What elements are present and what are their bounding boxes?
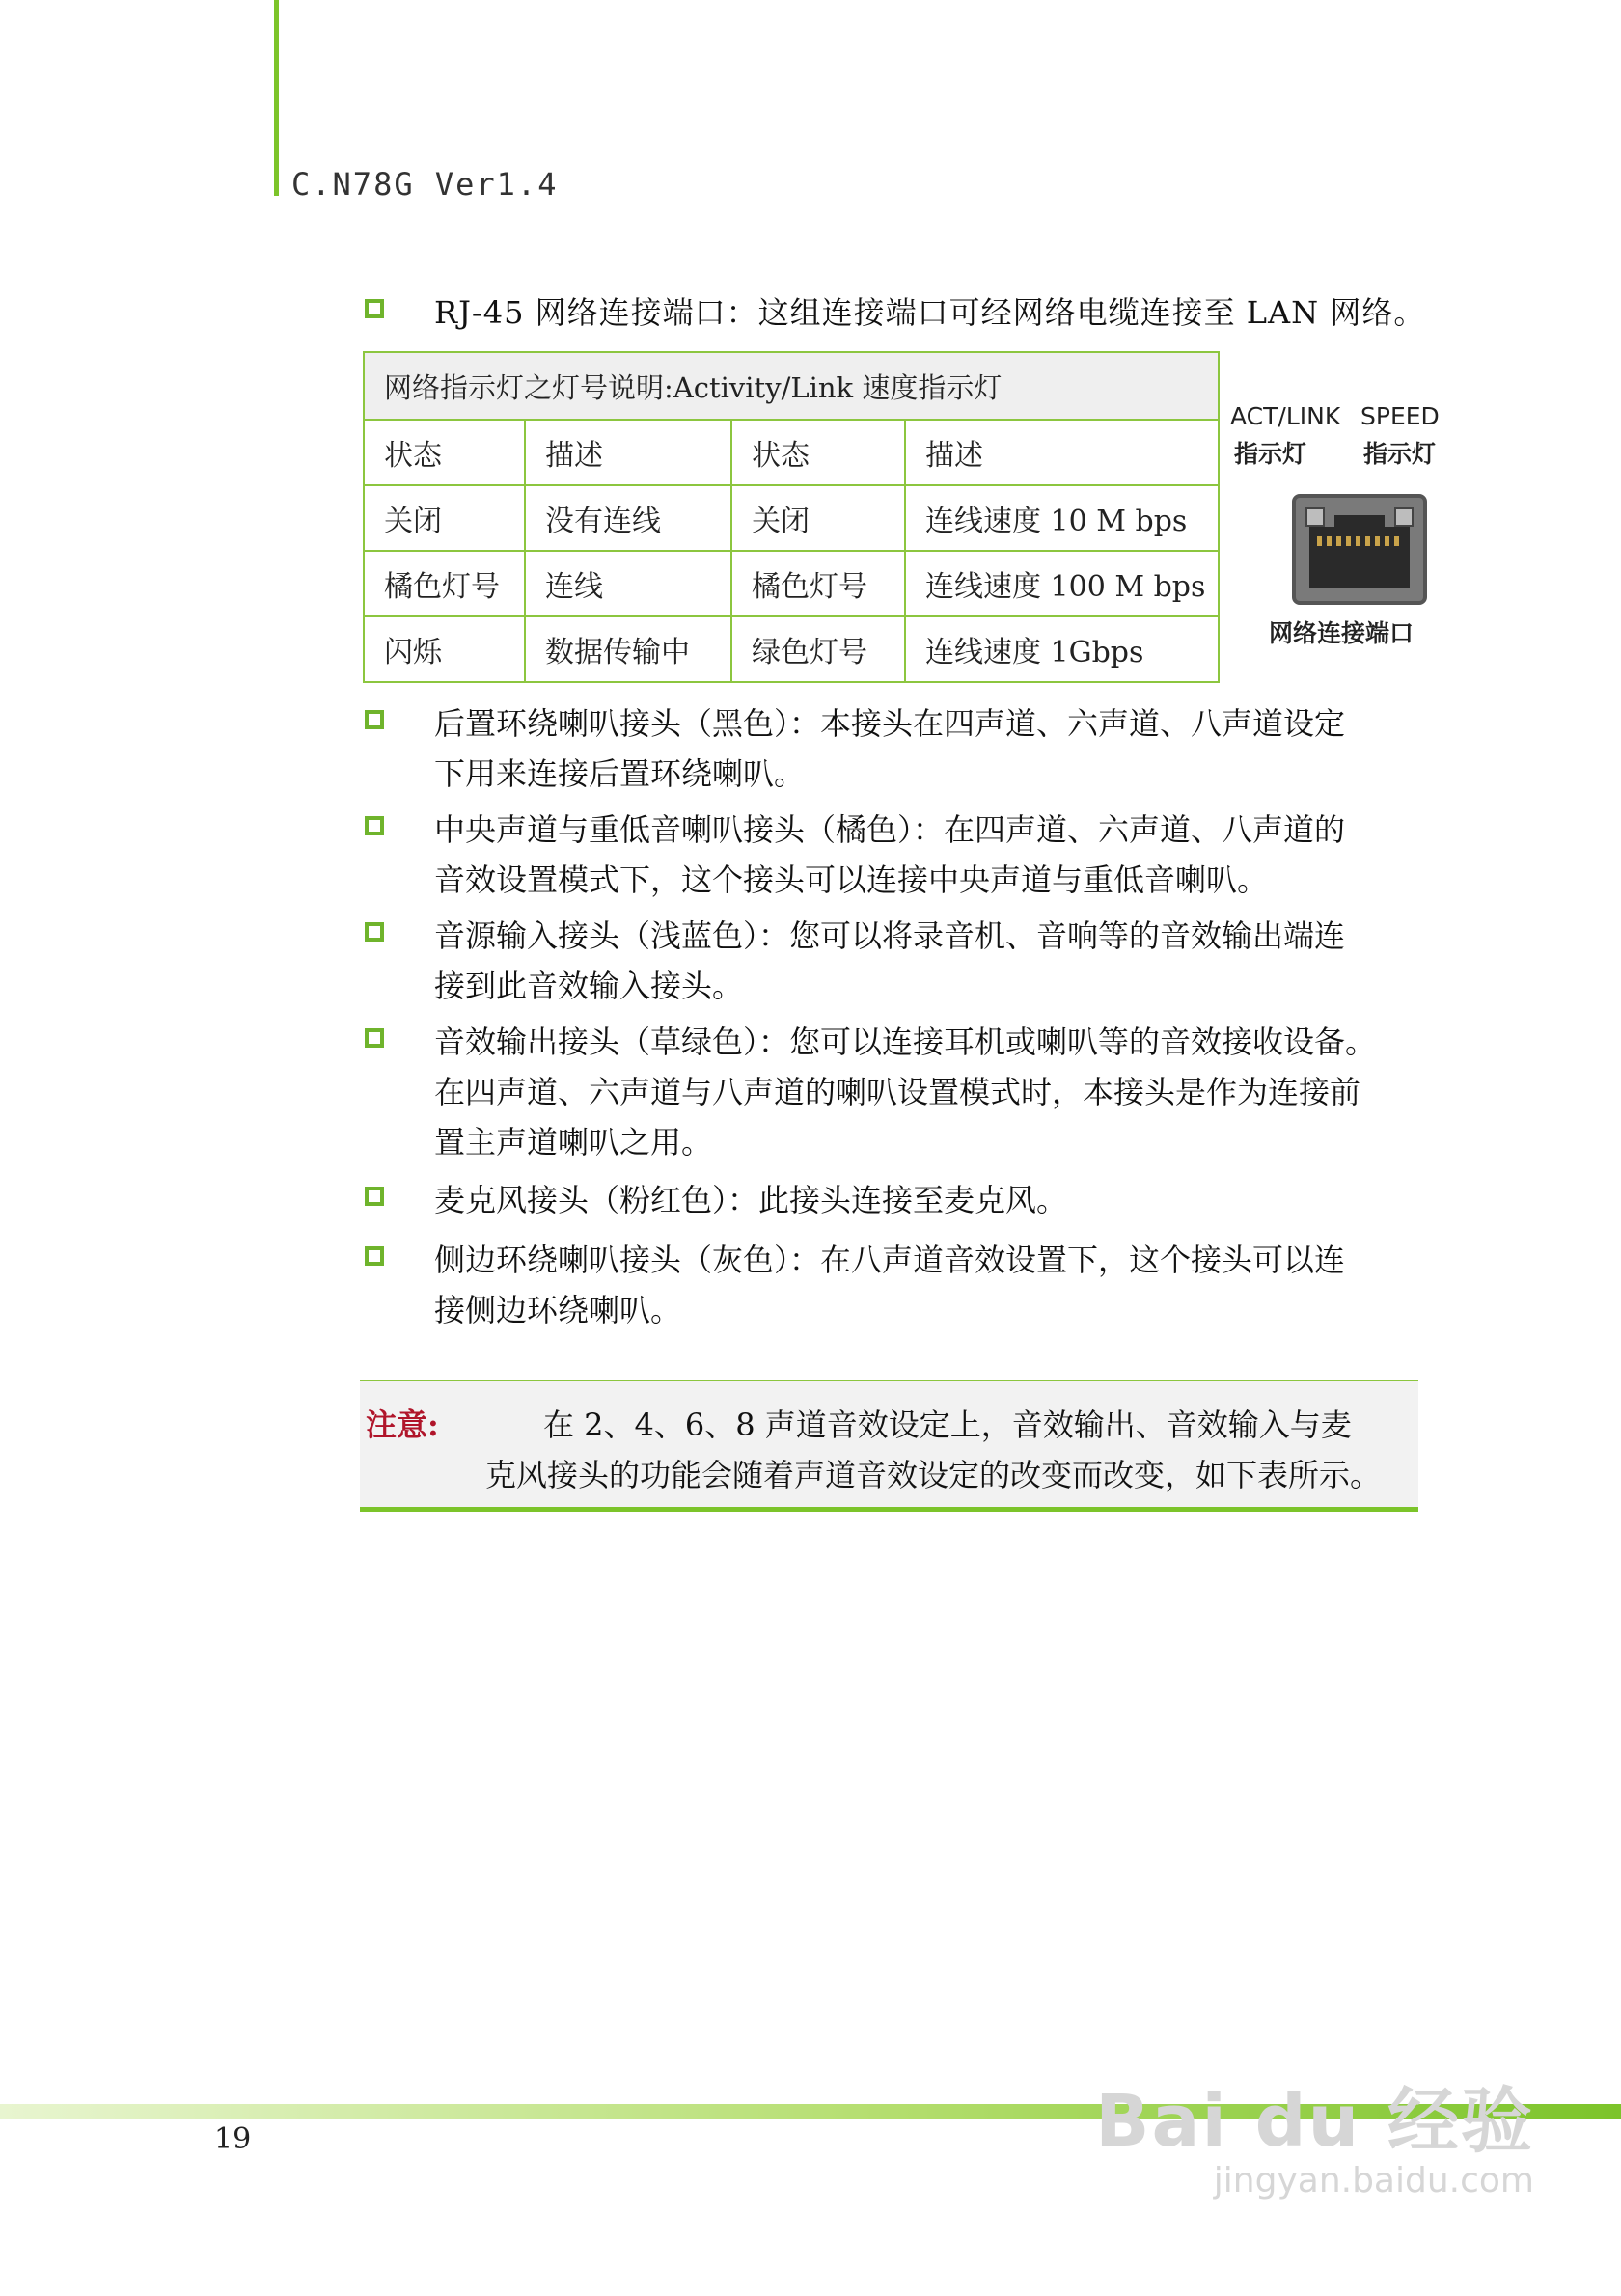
act-led-icon bbox=[1305, 507, 1325, 527]
rj45-port-icon bbox=[1292, 494, 1427, 605]
list-item-line: 接侧边环绕喇叭。 bbox=[434, 1292, 682, 1328]
table-row bbox=[364, 485, 1219, 551]
table-cell: 描述 bbox=[525, 420, 731, 485]
list-item-line: 音效设置模式下，这个接头可以连接中央声道与重低音喇叭。 bbox=[434, 861, 1269, 898]
table-cell: 橘色灯号 bbox=[731, 551, 905, 616]
list-item-text: RJ-45 网络连接端口：这组连接端口可经网络电缆连接至 LAN 网络。 bbox=[434, 294, 1426, 331]
note-line: 克风接头的功能会随着声道音效设定的改变而改变，如下表所示。 bbox=[485, 1457, 1382, 1493]
checkbox-bullet-icon bbox=[365, 1028, 384, 1048]
table-cell: 关闭 bbox=[364, 485, 525, 551]
table-cell: 连线速度 1Gbps bbox=[905, 616, 1219, 682]
table-cell: 状态 bbox=[364, 420, 525, 485]
table-cell: 连线速度 10 M bps bbox=[905, 485, 1219, 551]
note-line: 在 2、4、6、8 声道音效设定上，音效输出、音效输入与麦 bbox=[543, 1407, 1352, 1443]
table-cell: 连线 bbox=[525, 551, 731, 616]
table-cell: 描述 bbox=[905, 420, 1219, 485]
lan-port-caption: 网络连接端口 bbox=[1269, 619, 1415, 647]
led-indicator-table bbox=[363, 351, 1220, 683]
table-header: 网络指示灯之灯号说明:Activity/Link 速度指示灯 bbox=[364, 352, 1219, 420]
watermark-brand: Bai du 经验 bbox=[1095, 2080, 1534, 2163]
note-label: 注意: bbox=[366, 1407, 439, 1443]
speed-indicator-label: 指示灯 bbox=[1363, 440, 1437, 468]
table-cell: 橘色灯号 bbox=[364, 551, 525, 616]
checkbox-bullet-icon bbox=[365, 1246, 384, 1266]
checkbox-bullet-icon bbox=[365, 922, 384, 942]
act-indicator-label: 指示灯 bbox=[1234, 440, 1307, 468]
table-cell: 关闭 bbox=[731, 485, 905, 551]
model-version: C.N78G Ver1.4 bbox=[291, 166, 559, 203]
list-item-line: 下用来连接后置环绕喇叭。 bbox=[434, 755, 806, 792]
lan-port-figure bbox=[1230, 391, 1448, 661]
table-cell: 数据传输中 bbox=[525, 616, 731, 682]
list-item-line: 接到此音效输入接头。 bbox=[434, 968, 744, 1004]
table-row bbox=[364, 420, 1219, 485]
watermark-url: jingyan.baidu.com bbox=[1213, 2161, 1534, 2200]
table-cell: 状态 bbox=[731, 420, 905, 485]
baidu-watermark bbox=[1095, 2064, 1534, 2200]
checkbox-bullet-icon bbox=[365, 816, 384, 835]
table-row bbox=[364, 551, 1219, 616]
checkbox-bullet-icon bbox=[365, 299, 384, 318]
list-item-line: 置主声道喇叭之用。 bbox=[434, 1124, 713, 1161]
note-box bbox=[360, 1380, 1418, 1512]
table-cell: 闪烁 bbox=[364, 616, 525, 682]
header-accent-line bbox=[274, 0, 279, 196]
speed-led-icon bbox=[1394, 507, 1414, 527]
table-cell: 没有连线 bbox=[525, 485, 731, 551]
list-item-line: 在四声道、六声道与八声道的喇叭设置模式时，本接头是作为连接前 bbox=[434, 1074, 1361, 1110]
table-cell: 绿色灯号 bbox=[731, 616, 905, 682]
act-link-label: ACT/LINK bbox=[1230, 402, 1341, 430]
page-number: 19 bbox=[214, 2122, 252, 2156]
checkbox-bullet-icon bbox=[365, 1187, 384, 1206]
list-item-line: 音源输入接头（浅蓝色）：您可以将录音机、音响等的音效输出端连 bbox=[434, 917, 1346, 954]
table-cell: 连线速度 100 M bps bbox=[905, 551, 1219, 616]
list-item-line: 侧边环绕喇叭接头（灰色）：在八声道音效设置下，这个接头可以连 bbox=[434, 1242, 1346, 1278]
table-row bbox=[364, 616, 1219, 682]
list-item-line: 麦克风接头（粉红色）：此接头连接至麦克风。 bbox=[434, 1182, 1068, 1218]
list-item-line: 中央声道与重低音喇叭接头（橘色）：在四声道、六声道、八声道的 bbox=[434, 811, 1346, 848]
list-item-line: 音效输出接头（草绿色）：您可以连接耳机或喇叭等的音效接收设备。 bbox=[434, 1024, 1377, 1060]
checkbox-bullet-icon bbox=[365, 710, 384, 729]
list-item-line: 后置环绕喇叭接头（黑色）：本接头在四声道、六声道、八声道设定 bbox=[434, 705, 1346, 742]
speed-label: SPEED bbox=[1360, 402, 1440, 430]
